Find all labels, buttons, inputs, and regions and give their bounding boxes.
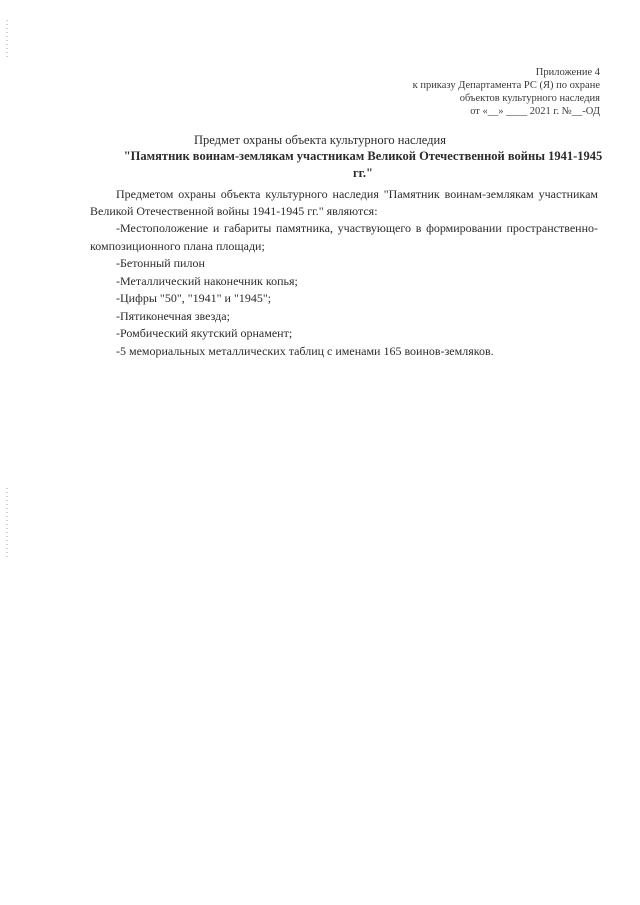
appendix-line: объектов культурного наследия <box>459 93 600 104</box>
appendix-line: Приложение 4 <box>535 67 600 78</box>
intro-text: Предметом охраны объекта культурного наследия "Памятник воинам-землякам участникам Великой Отечественной войны 1941-1945 гг." являются: <box>90 187 598 218</box>
protection-items-list <box>90 220 598 360</box>
list-item: -Ромбический якутский орнамент; <box>116 326 293 340</box>
list-item: -Металлический наконечник копья; <box>116 273 298 288</box>
document-subtitle: "Памятник воинам-землякам участникам Великой Отечественной войны 1941-1945 гг." <box>123 149 603 180</box>
list-item: -Пятиконечная звезда; <box>116 308 230 323</box>
appendix-header <box>300 66 600 118</box>
scan-margin-mark <box>6 20 8 60</box>
scan-margin-mark <box>6 488 8 558</box>
list-item: -5 мемориальных металлических таблиц с именами 165 воинов-земляков. <box>116 343 494 358</box>
intro-paragraph <box>90 186 598 220</box>
appendix-line: к приказу Департамента РС (Я) по охране <box>412 80 600 91</box>
list-item: -Цифры "50", "1941" и "1945"; <box>116 291 272 305</box>
appendix-line: от «__» ____ 2021 г. №__-ОД <box>470 106 600 117</box>
list-item: -Местоположение и габариты памятника, участвующего в формировании пространственно-композиционного плана площади; <box>90 221 598 253</box>
document-title: Предмет охраны объекта культурного наследия <box>194 133 446 147</box>
list-item: -Бетонный пилон <box>116 256 205 270</box>
